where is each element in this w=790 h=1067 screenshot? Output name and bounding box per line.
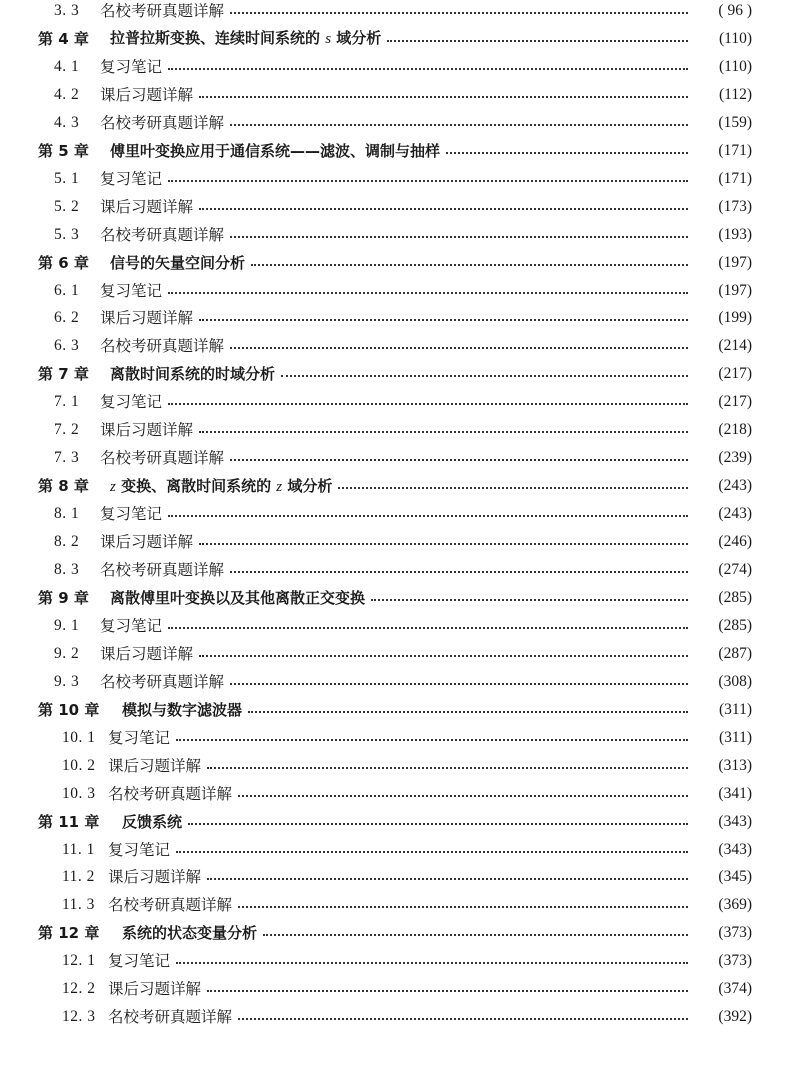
page-number: (392): [718, 1008, 752, 1026]
section-number: 10. 3: [62, 784, 96, 802]
page-number: (373): [718, 952, 752, 970]
section-title: 复习笔记: [100, 169, 163, 188]
section-number: 11. 3: [62, 896, 95, 914]
dot-leader: [238, 1003, 688, 1031]
toc-chapter-row[interactable]: [38, 808, 752, 836]
page-number: (311): [719, 728, 752, 746]
dot-leader: [230, 0, 688, 25]
section-title: 课后习题详解: [100, 197, 194, 216]
dot-leader: [338, 472, 688, 500]
section-title: 名校考研真题详解: [108, 1008, 233, 1027]
toc-section-row[interactable]: [62, 947, 752, 975]
toc-section-row[interactable]: [62, 863, 752, 891]
chapter-title: 反馈系统: [122, 812, 183, 831]
toc-section-row[interactable]: [54, 109, 752, 137]
chapter-number: 第 8 章: [38, 477, 89, 496]
page-number: (308): [718, 672, 752, 690]
dot-leader: [230, 221, 688, 249]
dot-leader: [168, 612, 688, 640]
toc-section-row[interactable]: [62, 836, 752, 864]
toc-section-row[interactable]: [54, 221, 752, 249]
page-number: (285): [718, 616, 752, 634]
section-title: 复习笔记: [100, 57, 163, 76]
page-number: (343): [718, 812, 752, 830]
section-title: 复习笔记: [100, 393, 163, 412]
dot-leader: [263, 919, 688, 947]
section-title: 复习笔记: [100, 505, 163, 524]
toc-chapter-row[interactable]: [38, 137, 752, 165]
section-title: 名校考研真题详解: [100, 672, 225, 691]
dot-leader: [188, 808, 688, 836]
chapter-number: 第 4 章: [38, 29, 89, 48]
dot-leader: [168, 53, 688, 81]
dot-leader: [176, 724, 688, 752]
dot-leader: [176, 836, 688, 864]
section-title: 课后习题详解: [100, 85, 194, 104]
toc-section-row[interactable]: [62, 752, 752, 780]
dot-leader: [176, 947, 688, 975]
page-number: (217): [718, 365, 752, 383]
section-number: 5. 2: [54, 197, 80, 215]
section-title: 复习笔记: [108, 728, 171, 747]
toc-section-row[interactable]: [54, 612, 752, 640]
section-title: 名校考研真题详解: [100, 337, 225, 356]
section-number: 8. 1: [54, 505, 80, 523]
section-number: 12. 2: [62, 980, 96, 998]
section-number: 4. 3: [54, 113, 80, 131]
page-number: (243): [718, 505, 752, 523]
toc-section-row[interactable]: [54, 304, 752, 332]
toc-section-row[interactable]: [54, 556, 752, 584]
toc-section-row[interactable]: [54, 444, 752, 472]
dot-leader: [207, 975, 688, 1003]
dot-leader: [371, 584, 688, 612]
page-number: (287): [718, 644, 752, 662]
toc-section-row[interactable]: [54, 668, 752, 696]
chapter-number: 第 10 章: [38, 700, 100, 719]
toc-chapter-row[interactable]: [38, 919, 752, 947]
section-title: 复习笔记: [108, 840, 171, 859]
page-number: (110): [719, 57, 752, 75]
section-number: 7. 2: [54, 421, 80, 439]
section-number: 9. 3: [54, 672, 80, 690]
section-number: 12. 3: [62, 1008, 96, 1026]
page-number: (159): [718, 113, 752, 131]
page-number: (218): [718, 421, 752, 439]
chapter-title: 离散傅里叶变换以及其他离散正交变换: [110, 588, 366, 607]
dot-leader: [230, 556, 688, 584]
page-number: (243): [718, 477, 752, 495]
toc-section-row[interactable]: [54, 388, 752, 416]
toc-section-row[interactable]: [62, 780, 752, 808]
toc-chapter-row[interactable]: [38, 360, 752, 388]
dot-leader: [281, 360, 688, 388]
toc-section-row[interactable]: [54, 165, 752, 193]
chapter-title: 信号的矢量空间分析: [110, 253, 246, 272]
section-number: 6. 3: [54, 337, 80, 355]
dot-leader: [168, 500, 688, 528]
chapter-title: 傅里叶变换应用于通信系统——滤波、调制与抽样: [110, 141, 441, 160]
section-number: 4. 2: [54, 85, 80, 103]
section-number: 9. 1: [54, 616, 80, 634]
page-number: (341): [718, 784, 752, 802]
section-title: 复习笔记: [108, 952, 171, 971]
dot-leader: [199, 528, 688, 556]
section-number: 11. 2: [62, 868, 95, 886]
toc-section-row[interactable]: [54, 81, 752, 109]
toc-section-row[interactable]: [54, 640, 752, 668]
section-number: 10. 2: [62, 756, 96, 774]
toc-section-row[interactable]: [54, 500, 752, 528]
chapter-number: 第 12 章: [38, 924, 100, 943]
page-number: (246): [718, 533, 752, 551]
page-number: (199): [718, 309, 752, 327]
page-number: (345): [718, 868, 752, 886]
page-number: (171): [718, 141, 752, 159]
section-title: 名校考研真题详解: [100, 2, 225, 20]
chapter-title: 系统的状态变量分析: [122, 924, 258, 943]
section-title: 复习笔记: [100, 281, 163, 300]
toc-chapter-row[interactable]: [38, 696, 752, 724]
dot-leader: [199, 304, 688, 332]
section-number: 4. 1: [54, 57, 80, 75]
chapter-title: 拉普拉斯变换、连续时间系统的 s 域分析: [110, 29, 382, 48]
chapter-number: 第 9 章: [38, 588, 89, 607]
dot-leader: [248, 696, 688, 724]
toc-chapter-row[interactable]: [38, 472, 752, 500]
chapter-title: z 变换、离散时间系统的 z 域分析: [110, 476, 333, 495]
toc-section-row[interactable]: [62, 1003, 752, 1031]
page-number: (110): [719, 29, 752, 47]
dot-leader: [230, 332, 688, 360]
dot-leader: [446, 137, 688, 165]
dot-leader: [199, 640, 688, 668]
section-title: 课后习题详解: [100, 309, 194, 328]
section-number: 3. 3: [54, 2, 80, 19]
dot-leader: [207, 752, 688, 780]
section-number: 10. 1: [62, 728, 96, 746]
page-number: ( 96 ): [718, 2, 752, 19]
toc-section-row[interactable]: [54, 416, 752, 444]
toc-chapter-row[interactable]: [38, 584, 752, 612]
page-number: (373): [718, 924, 752, 942]
page-number: (369): [718, 896, 752, 914]
section-number: 9. 2: [54, 644, 80, 662]
toc-chapter-row[interactable]: [38, 249, 752, 277]
section-title: 名校考研真题详解: [100, 113, 225, 132]
dot-leader: [199, 416, 688, 444]
section-title: 名校考研真题详解: [100, 225, 225, 244]
dot-leader: [230, 668, 688, 696]
toc-chapter-row[interactable]: [38, 25, 752, 53]
dot-leader: [238, 780, 688, 808]
dot-leader: [251, 249, 688, 277]
toc-section-row[interactable]: [62, 891, 752, 919]
page-number: (173): [718, 197, 752, 215]
page-number: (239): [718, 449, 752, 467]
toc-section-row[interactable]: [54, 53, 752, 81]
dot-leader: [230, 444, 688, 472]
section-number: 5. 3: [54, 225, 80, 243]
page-number: (214): [718, 337, 752, 355]
page-number: (374): [718, 980, 752, 998]
page-number: (311): [719, 700, 752, 718]
page-number: (313): [718, 756, 752, 774]
toc-section-row[interactable]: [54, 193, 752, 221]
section-number: 8. 2: [54, 533, 80, 551]
page-number: (112): [719, 85, 752, 103]
section-title: 课后习题详解: [100, 644, 194, 663]
section-title: 名校考研真题详解: [108, 784, 233, 803]
section-title: 复习笔记: [100, 616, 163, 635]
section-number: 7. 1: [54, 393, 80, 411]
dot-leader: [207, 863, 688, 891]
page-number: (171): [718, 169, 752, 187]
section-title: 课后习题详解: [108, 756, 202, 775]
dot-leader: [387, 25, 688, 53]
section-number: 11. 1: [62, 840, 95, 858]
toc-section-row[interactable]: [54, 528, 752, 556]
chapter-number: 第 11 章: [38, 812, 100, 831]
section-title: 名校考研真题详解: [100, 561, 225, 579]
dot-leader: [199, 193, 688, 221]
dot-leader: [230, 109, 688, 137]
dot-leader: [168, 165, 688, 193]
chapter-title: 离散时间系统的时域分析: [110, 365, 276, 384]
page-number: (197): [718, 253, 752, 271]
section-title: 课后习题详解: [100, 421, 194, 440]
chapter-title: 模拟与数字滤波器: [122, 700, 243, 719]
page-number: (197): [718, 281, 752, 299]
chapter-number: 第 5 章: [38, 141, 89, 160]
section-title: 课后习题详解: [108, 868, 202, 887]
section-title: 名校考研真题详解: [100, 449, 225, 468]
section-title: 课后习题详解: [108, 980, 202, 999]
dot-leader: [168, 388, 688, 416]
dot-leader: [168, 277, 688, 305]
page-number: (217): [718, 393, 752, 411]
toc-section-row[interactable]: [54, 277, 752, 305]
section-title: 名校考研真题详解: [108, 896, 233, 915]
chapter-number: 第 7 章: [38, 365, 89, 384]
toc-section-row[interactable]: [54, 332, 752, 360]
toc-section-row[interactable]: [62, 724, 752, 752]
section-number: 12. 1: [62, 952, 96, 970]
page-number: (285): [718, 588, 752, 606]
section-number: 5. 1: [54, 169, 80, 187]
section-number: 6. 1: [54, 281, 80, 299]
page-number: (193): [718, 225, 752, 243]
dot-leader: [238, 891, 688, 919]
page-number: (274): [718, 561, 752, 578]
dot-leader: [199, 81, 688, 109]
toc-section-row[interactable]: [62, 975, 752, 1003]
toc-section-row[interactable]: [54, 0, 752, 25]
section-number: 7. 3: [54, 449, 80, 467]
page-number: (343): [718, 840, 752, 858]
section-number: 6. 2: [54, 309, 80, 327]
section-number: 8. 3: [54, 561, 80, 578]
chapter-number: 第 6 章: [38, 253, 89, 272]
section-title: 课后习题详解: [100, 533, 194, 552]
